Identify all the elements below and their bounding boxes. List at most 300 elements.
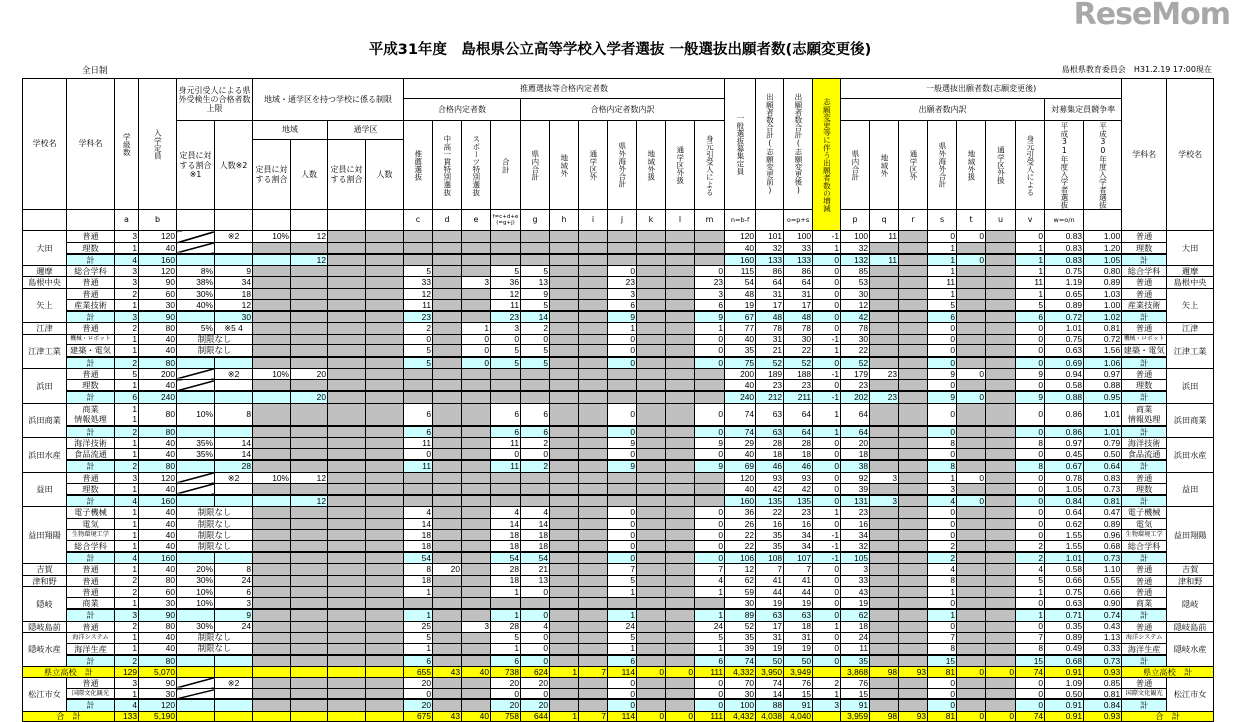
table-cell: 3 xyxy=(841,564,870,575)
table-cell: 3 xyxy=(115,472,139,483)
dept-name-right: 計 xyxy=(1122,460,1167,472)
gray-cell xyxy=(579,483,608,495)
table-cell: 0 xyxy=(695,345,725,357)
gray-cell xyxy=(291,483,328,495)
table-cell: 76 xyxy=(841,677,870,688)
table-cell: 76 xyxy=(784,677,813,688)
table-cell: 9 xyxy=(521,288,550,299)
table-cell: 0 xyxy=(986,667,1016,678)
table-cell: 15 xyxy=(1016,655,1045,667)
header-diff: 志願変更等に伴う出願者数の増減 xyxy=(813,79,841,231)
table-cell: 36 xyxy=(491,277,521,288)
gray-cell xyxy=(253,552,291,564)
gray-cell xyxy=(579,632,608,643)
table-cell: 179 xyxy=(841,368,870,379)
table-cell: 15 xyxy=(928,655,957,667)
school-name-right: 邇摩 xyxy=(1167,266,1214,277)
table-cell: 0 xyxy=(491,449,521,461)
table-cell: 0.75 xyxy=(1045,586,1084,597)
gray-cell xyxy=(433,643,462,655)
letter-t: t xyxy=(957,210,986,231)
table-cell: 63 xyxy=(784,609,813,621)
gray-cell xyxy=(899,357,928,369)
table-cell: 19 xyxy=(756,643,784,655)
table-cell xyxy=(215,495,253,507)
gray-cell xyxy=(291,266,328,277)
table-cell: 5 xyxy=(491,345,521,357)
table-cell: 1.19 xyxy=(1045,277,1084,288)
gray-cell xyxy=(695,242,725,254)
header-district-num: 人数 xyxy=(366,139,404,210)
table-cell: 0.97 xyxy=(1045,437,1084,448)
gray-cell xyxy=(253,598,291,610)
table-cell: 0.83 xyxy=(1084,472,1122,483)
table-cell: 80 xyxy=(139,460,177,472)
header-n: 一般選抜募集定員 xyxy=(725,79,756,210)
dept-name-right: 計 xyxy=(1122,357,1167,369)
table-cell: 0 xyxy=(666,711,695,722)
table-cell: 8 xyxy=(1016,460,1045,472)
table-cell: 74 xyxy=(725,403,756,426)
table-cell: 10% xyxy=(177,403,215,426)
dept-name-right: 計 xyxy=(1122,655,1167,667)
gray-cell xyxy=(637,609,666,621)
gray-cell xyxy=(957,598,986,610)
table-cell: 1.13 xyxy=(1084,632,1122,643)
header-rate: 対募集定員競争率 xyxy=(1045,99,1122,121)
gray-cell xyxy=(899,403,928,426)
dept-name: 計 xyxy=(67,460,115,472)
gray-cell xyxy=(637,483,666,495)
table-cell: 17 xyxy=(756,621,784,632)
gray-cell xyxy=(366,643,404,655)
gray-cell xyxy=(870,699,899,711)
gray-cell xyxy=(550,643,579,655)
gray-cell xyxy=(899,254,928,266)
gray-cell xyxy=(986,437,1016,448)
gray-cell xyxy=(462,437,491,448)
school-name: 益田 xyxy=(23,472,67,507)
table-cell: 63 xyxy=(756,609,784,621)
table-cell: 29 xyxy=(725,437,756,448)
table-cell: 0 xyxy=(521,586,550,597)
gray-cell xyxy=(608,231,637,242)
table-cell: 42 xyxy=(841,311,870,323)
table-cell: 0 xyxy=(957,711,986,722)
gray-cell xyxy=(433,426,462,438)
table-cell: 0 xyxy=(813,518,841,529)
table-cell: 2 xyxy=(1016,552,1045,564)
gray-cell xyxy=(637,254,666,266)
table-cell: 28 xyxy=(215,460,253,472)
gray-cell xyxy=(666,266,695,277)
table-cell: 0 xyxy=(986,711,1016,722)
gray-cell xyxy=(870,552,899,564)
table-cell: 18 xyxy=(491,529,521,540)
header-general: 一般選抜出願者数(志願変更後) xyxy=(841,79,1122,99)
gray-cell xyxy=(637,460,666,472)
table-cell: 80 xyxy=(139,655,177,667)
table-cell: 22 xyxy=(725,540,756,552)
gray-cell xyxy=(666,242,695,254)
gray-cell xyxy=(462,552,491,564)
table-cell: 240 xyxy=(725,391,756,403)
table-cell: 35% xyxy=(177,449,215,461)
letter-j: j xyxy=(608,210,637,231)
school-name: 浜田水産 xyxy=(23,437,67,472)
gray-cell xyxy=(366,632,404,643)
gray-cell xyxy=(666,575,695,586)
header-region-num: 人数 xyxy=(291,139,328,210)
letter-b: b xyxy=(139,210,177,231)
gray-cell xyxy=(433,460,462,472)
table-cell: 64 xyxy=(841,426,870,438)
table-cell: 0 xyxy=(695,552,725,564)
table-cell: 0 xyxy=(813,632,841,643)
table-cell: 11 xyxy=(404,299,433,311)
table-cell: 53 xyxy=(841,277,870,288)
gray-cell xyxy=(291,518,328,529)
table-cell: 35 xyxy=(725,345,756,357)
table-cell: 1.09 xyxy=(1045,677,1084,688)
table-cell: 1 xyxy=(813,403,841,426)
table-cell: 0.66 xyxy=(1045,575,1084,586)
table-cell: 4 xyxy=(521,621,550,632)
gray-cell xyxy=(695,231,725,242)
table-cell: 77 xyxy=(725,323,756,334)
header-l: 通学区外扱 xyxy=(666,121,695,210)
table-cell: 43 xyxy=(841,586,870,597)
table-cell: 30 xyxy=(784,334,813,345)
dept-name-right: 総合学科 xyxy=(1122,540,1167,552)
table-cell: 1 xyxy=(928,254,957,266)
table-cell: 111 xyxy=(695,667,725,678)
gray-cell xyxy=(957,507,986,518)
gray-cell xyxy=(253,345,291,357)
table-cell: 3,949 xyxy=(784,667,813,678)
table-cell: 0.93 xyxy=(1084,667,1122,678)
table-cell: 189 xyxy=(756,368,784,379)
table-cell: 114 xyxy=(608,711,637,722)
table-cell: 46 xyxy=(756,460,784,472)
table-cell: 0 xyxy=(813,266,841,277)
table-cell: 4 xyxy=(695,575,725,586)
gray-cell xyxy=(433,552,462,564)
gray-cell xyxy=(366,368,404,379)
table-cell: 12 xyxy=(291,472,328,483)
table-cell: 240 xyxy=(139,391,177,403)
table-cell: 3 xyxy=(695,288,725,299)
dept-name: 普通 xyxy=(67,621,115,632)
gray-cell xyxy=(328,345,366,357)
table-cell: 1 xyxy=(813,689,841,700)
table-cell: 5 xyxy=(608,575,637,586)
table-cell: 11 xyxy=(491,460,521,472)
gray-cell xyxy=(404,472,433,483)
table-cell: 0 xyxy=(1016,529,1045,540)
table-cell: 18 xyxy=(521,540,550,552)
table-cell: 18 xyxy=(215,288,253,299)
header-j: 県外海外合計 xyxy=(608,121,637,210)
table-cell: 0.68 xyxy=(1045,655,1084,667)
table-cell: 0 xyxy=(928,426,957,438)
table-cell: 0 xyxy=(1016,426,1045,438)
table-cell: 6 xyxy=(215,586,253,597)
table-cell: 0 xyxy=(957,254,986,266)
gray-cell xyxy=(462,299,491,311)
diagonal-cell xyxy=(366,711,404,722)
table-cell: 40 xyxy=(462,711,491,722)
table-cell: 78 xyxy=(841,323,870,334)
table-cell: 758 xyxy=(491,711,521,722)
table-cell: 212 xyxy=(756,391,784,403)
table-cell: 12 xyxy=(725,564,756,575)
table-row xyxy=(23,242,1214,254)
gray-cell xyxy=(328,254,366,266)
gray-cell xyxy=(957,689,986,700)
gray-cell xyxy=(579,345,608,357)
table-cell: 6 xyxy=(521,403,550,426)
table-cell: 52 xyxy=(725,621,756,632)
table-cell: 100 xyxy=(725,699,756,711)
gray-cell xyxy=(870,334,899,345)
school-name-right: 益田 xyxy=(1167,472,1214,507)
table-cell: 133 xyxy=(115,711,139,722)
table-cell: 0 xyxy=(813,655,841,667)
dept-name-right: 理数 xyxy=(1122,242,1167,254)
school-name-right: 江津工業 xyxy=(1167,334,1214,368)
table-cell: 4,040 xyxy=(784,711,813,722)
gray-cell xyxy=(637,357,666,369)
table-cell xyxy=(177,254,215,266)
gray-cell xyxy=(253,655,291,667)
gray-cell xyxy=(957,586,986,597)
table-cell: 3 xyxy=(491,323,521,334)
table-cell: 40 xyxy=(139,437,177,448)
gray-cell xyxy=(899,391,928,403)
table-cell: 160 xyxy=(139,495,177,507)
table-cell: 12 xyxy=(491,288,521,299)
table-cell: 98 xyxy=(870,711,899,722)
table-cell: 23 xyxy=(695,277,725,288)
diagonal-cell xyxy=(813,711,841,722)
gray-cell xyxy=(328,323,366,334)
table-cell: 2 xyxy=(928,552,957,564)
gray-cell xyxy=(666,391,695,403)
gray-cell xyxy=(433,495,462,507)
table-cell: 40 xyxy=(139,242,177,254)
gray-cell xyxy=(328,507,366,518)
table-cell: 12 xyxy=(291,495,328,507)
table-cell: 0.33 xyxy=(1084,643,1122,655)
table-cell: 0.91 xyxy=(1045,711,1084,722)
gray-cell xyxy=(637,403,666,426)
table-cell: 20 xyxy=(404,677,433,688)
table-cell: 40 xyxy=(139,529,177,540)
dept-name: 普通 xyxy=(67,586,115,597)
gray-cell xyxy=(666,540,695,552)
gray-cell xyxy=(253,699,291,711)
subtotal-row xyxy=(23,357,1214,369)
table-row xyxy=(23,299,1214,311)
gray-cell xyxy=(666,632,695,643)
table-cell: 0.64 xyxy=(1045,507,1084,518)
gray-cell xyxy=(291,632,328,643)
gray-cell xyxy=(870,609,899,621)
school-name: 津和野 xyxy=(23,575,67,586)
gray-cell xyxy=(462,699,491,711)
gray-cell xyxy=(986,643,1016,655)
table-cell: 0 xyxy=(608,426,637,438)
gray-cell xyxy=(986,598,1016,610)
table-cell: 35 xyxy=(756,529,784,540)
table-cell: 2 xyxy=(404,323,433,334)
school-name: 島根中央 xyxy=(23,277,67,288)
table-cell: 624 xyxy=(521,667,550,678)
gray-cell xyxy=(899,609,928,621)
subtotal-row xyxy=(23,460,1214,472)
gray-cell xyxy=(579,529,608,540)
gray-cell xyxy=(579,334,608,345)
gray-cell xyxy=(491,483,521,495)
table-cell: 0 xyxy=(928,518,957,529)
table-cell: 5 xyxy=(1016,575,1045,586)
gray-cell xyxy=(870,643,899,655)
gray-cell xyxy=(637,621,666,632)
gray-cell xyxy=(579,391,608,403)
gray-cell xyxy=(986,632,1016,643)
table-cell: 23 xyxy=(784,507,813,518)
table-cell: 70 xyxy=(725,677,756,688)
table-cell: 3 xyxy=(870,472,899,483)
gray-cell xyxy=(550,254,579,266)
table-cell: 1 xyxy=(404,609,433,621)
table-cell: 1 xyxy=(115,689,139,700)
table-cell: 8 xyxy=(928,437,957,448)
gray-cell xyxy=(328,403,366,426)
table-cell: 40 xyxy=(139,380,177,392)
table-cell: 3 xyxy=(462,621,491,632)
gray-cell xyxy=(870,483,899,495)
table-cell: 2 xyxy=(115,586,139,597)
gray-cell xyxy=(433,242,462,254)
gray-cell xyxy=(366,586,404,597)
table-cell: 67 xyxy=(725,311,756,323)
gray-cell xyxy=(666,689,695,700)
table-cell: 0 xyxy=(928,621,957,632)
table-cell: 90 xyxy=(139,677,177,688)
table-cell: 4,332 xyxy=(725,667,756,678)
gray-cell xyxy=(899,437,928,448)
table-cell: 3 xyxy=(115,677,139,688)
table-cell: 0 xyxy=(1016,472,1045,483)
table-cell: -1 xyxy=(813,334,841,345)
subtotal-row xyxy=(23,552,1214,564)
gray-cell xyxy=(328,266,366,277)
gray-cell xyxy=(253,437,291,448)
gray-cell xyxy=(957,621,986,632)
gray-cell xyxy=(899,334,928,345)
gray-cell xyxy=(608,368,637,379)
gray-cell xyxy=(550,609,579,621)
table-row xyxy=(23,368,1214,379)
table-cell: 114 xyxy=(608,667,637,678)
gray-cell xyxy=(291,277,328,288)
table-cell: 9 xyxy=(608,460,637,472)
gray-cell xyxy=(291,299,328,311)
gray-cell xyxy=(366,609,404,621)
gray-cell xyxy=(899,540,928,552)
gray-cell xyxy=(637,231,666,242)
gray-cell xyxy=(695,254,725,266)
table-cell: 12 xyxy=(291,231,328,242)
gray-cell xyxy=(328,368,366,379)
gray-cell xyxy=(666,552,695,564)
table-cell: 62 xyxy=(841,609,870,621)
table-cell: 5 xyxy=(608,632,637,643)
table-cell: -1 xyxy=(813,231,841,242)
table-cell: 0 xyxy=(491,689,521,700)
header-o: 出願者数合計(志願変更後) xyxy=(784,79,813,210)
gray-cell xyxy=(328,495,366,507)
table-cell: 1 xyxy=(928,586,957,597)
gray-cell xyxy=(328,391,366,403)
gray-cell xyxy=(608,380,637,392)
table-cell: 18 xyxy=(841,449,870,461)
gray-cell xyxy=(899,689,928,700)
gray-cell xyxy=(579,323,608,334)
table-cell: 5 xyxy=(521,299,550,311)
gray-cell xyxy=(253,426,291,438)
table-cell: 8 xyxy=(928,575,957,586)
table-cell: 1 xyxy=(1016,586,1045,597)
table-cell: 655 xyxy=(404,667,433,678)
table-cell: 0 xyxy=(1016,323,1045,334)
gray-cell xyxy=(695,391,725,403)
table-cell: 0 xyxy=(1016,518,1045,529)
dept-name-right: 計 xyxy=(1122,311,1167,323)
table-cell: 11 xyxy=(1016,277,1045,288)
table-cell: 0 xyxy=(813,288,841,299)
table-cell: 1 xyxy=(115,598,139,610)
gray-cell xyxy=(870,598,899,610)
gray-cell xyxy=(253,643,291,655)
gray-cell xyxy=(491,598,521,610)
gray-cell xyxy=(521,242,550,254)
gray-cell xyxy=(462,677,491,688)
table-cell: 160 xyxy=(725,254,756,266)
table-cell: 0 xyxy=(957,391,986,403)
gray-cell xyxy=(366,689,404,700)
table-cell: 88 xyxy=(756,699,784,711)
table-cell: 0.89 xyxy=(1084,518,1122,529)
gray-cell xyxy=(550,677,579,688)
gray-cell xyxy=(899,323,928,334)
table-cell: 40 xyxy=(139,345,177,357)
gray-cell xyxy=(637,677,666,688)
gray-cell xyxy=(462,586,491,597)
gray-cell xyxy=(986,345,1016,357)
dept-name-right: 普通 xyxy=(1122,586,1167,597)
gray-cell xyxy=(462,242,491,254)
table-cell: 6 xyxy=(1016,311,1045,323)
gray-cell xyxy=(608,598,637,610)
dept-name-right: 普通 xyxy=(1122,564,1167,575)
gray-cell xyxy=(433,266,462,277)
gray-cell xyxy=(986,449,1016,461)
table-cell xyxy=(253,391,291,403)
table-cell: 0 xyxy=(928,449,957,461)
